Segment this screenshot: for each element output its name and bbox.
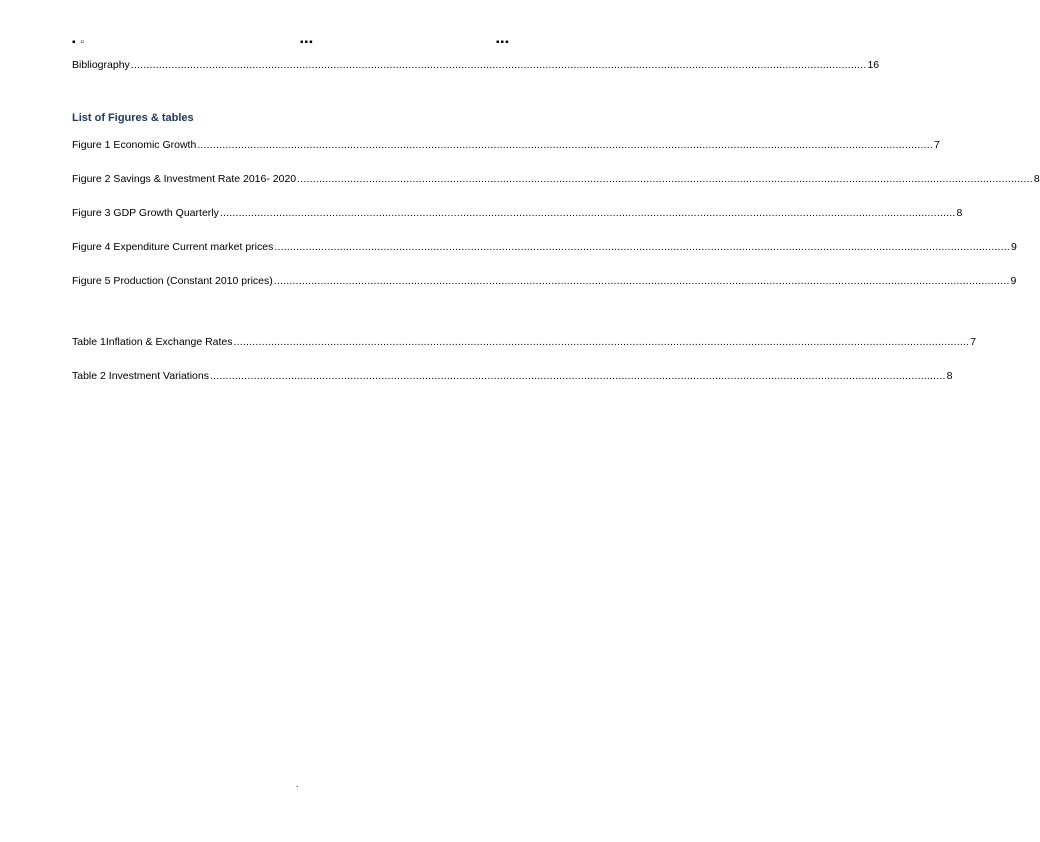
figure-entry-label: Figure 3 GDP Growth Quarterly (72, 207, 219, 219)
figure-entry-1[interactable] (72, 139, 940, 152)
dot-leader (131, 59, 867, 72)
figure-entry-3[interactable] (72, 207, 963, 220)
table-entry-page: 8 (946, 370, 953, 382)
dot-leader (274, 241, 1010, 254)
list-of-figures-heading: List of Figures & tables (72, 112, 194, 124)
figure-entry-4[interactable] (72, 241, 1017, 254)
clipped-previous-toc-line (72, 37, 524, 49)
figure-entry-label: Figure 4 Expenditure Current market prices (72, 241, 274, 253)
toc-entry-bibliography[interactable] (72, 59, 880, 72)
toc-entry-page: 16 (867, 59, 880, 71)
dot-leader (197, 139, 933, 152)
table-entry-label: Table 1Inflation & Exchange Rates (72, 336, 233, 348)
clipped-text-fragment: ▪ ▫ (72, 37, 85, 48)
dot-leader (234, 336, 970, 349)
dot-leader (297, 173, 1033, 186)
table-entry-1[interactable] (72, 336, 977, 349)
clipped-text-fragment: ▪▪▪ (496, 37, 510, 48)
dot-leader (274, 275, 1010, 288)
table-entry-label: Table 2 Investment Variations (72, 370, 209, 382)
figure-entry-page: 9 (1010, 275, 1017, 287)
figure-entry-2[interactable] (72, 173, 1040, 186)
figure-entry-page: 8 (956, 207, 963, 219)
figure-entry-label: Figure 5 Production (Constant 2010 prices) (72, 275, 273, 287)
page-footer-mark: . (296, 779, 299, 789)
figure-entry-page: 9 (1011, 241, 1017, 253)
figure-entry-page: 7 (933, 139, 940, 151)
figure-entry-label: Figure 1 Economic Growth (72, 139, 197, 151)
dot-leader (220, 207, 956, 220)
dot-leader (210, 370, 946, 383)
figure-entry-label: Figure 2 Savings & Investment Rate 2016- 2020 (72, 173, 297, 185)
table-entry-page: 7 (970, 336, 977, 348)
toc-entry-label: Bibliography (72, 59, 130, 71)
clipped-text-fragment: ▪▪▪ (300, 37, 314, 48)
figure-entry-5[interactable] (72, 275, 1017, 288)
table-entry-2[interactable] (72, 370, 953, 383)
figure-entry-page: 8 (1033, 173, 1040, 185)
